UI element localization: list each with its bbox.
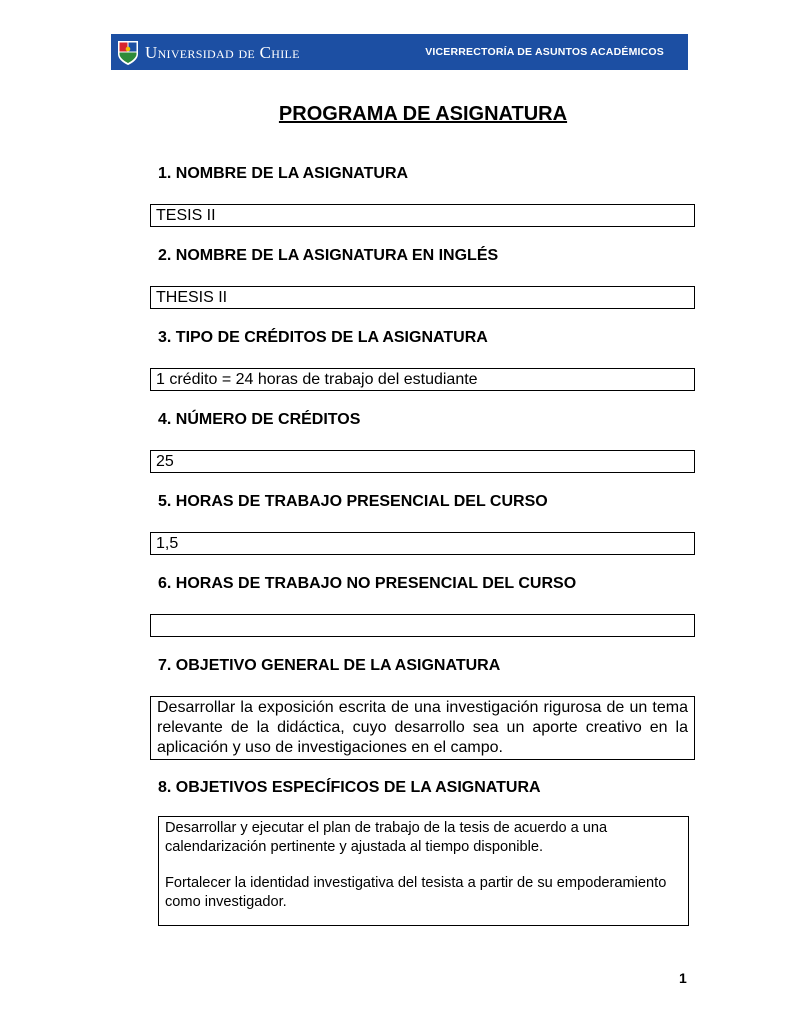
header-banner (111, 34, 688, 70)
section-heading-3: 3. TIPO DE CRÉDITOS DE LA ASIGNATURA (158, 329, 488, 346)
section-heading-8: 8. OBJETIVOS ESPECÍFICOS DE LA ASIGNATURA (158, 779, 541, 796)
section-heading-6: 6. HORAS DE TRABAJO NO PRESENCIAL DEL CURSO (158, 575, 577, 592)
value-box-credit-type: 1 crédito = 24 horas de trabajo del estudiante (150, 368, 695, 391)
value-box-non-presential-hours (150, 614, 695, 637)
section-heading-7: 7. OBJETIVO GENERAL DE LA ASIGNATURA (158, 657, 501, 674)
section-heading-1: 1. NOMBRE DE LA ASIGNATURA (158, 165, 409, 182)
value-box-general-objective: Desarrollar la exposición escrita de una investigación rigurosa de un tema relevante de la didáctica, cuyo desarrollo sea un aporte creativo en la aplicación y uso de investigaciones en el campo. (150, 696, 695, 760)
value-box-english-name: THESIS II (150, 286, 695, 309)
university-crest-icon (117, 38, 139, 66)
specific-objective-1: Desarrollar y ejecutar el plan de trabajo de la tesis de acuerdo a una calendarización pertinente y ajustada al tiempo disponible. (165, 820, 608, 855)
value-box-presential-hours: 1,5 (150, 532, 695, 555)
value-box-credit-count: 25 (150, 450, 695, 473)
section-heading-5: 5. HORAS DE TRABAJO PRESENCIAL DEL CURSO (158, 493, 548, 510)
specific-objective-2: Fortalecer la identidad investigativa del tesista a partir de su empoderamiento como investigador. (165, 875, 667, 910)
section-heading-2: 2. NOMBRE DE LA ASIGNATURA EN INGLÉS (158, 247, 499, 264)
page-number: 1 (679, 970, 687, 986)
university-name: Universidad de Chile (145, 43, 300, 62)
value-box-course-name: TESIS II (150, 204, 695, 227)
section-heading-4: 4. NÚMERO DE CRÉDITOS (158, 411, 361, 428)
page-title: PROGRAMA DE ASIGNATURA (278, 103, 568, 125)
vicerrectoria-label: VICERRECTORÍA DE ASUNTOS ACADÉMICOS (425, 46, 664, 58)
value-box-specific-objectives (158, 816, 689, 926)
